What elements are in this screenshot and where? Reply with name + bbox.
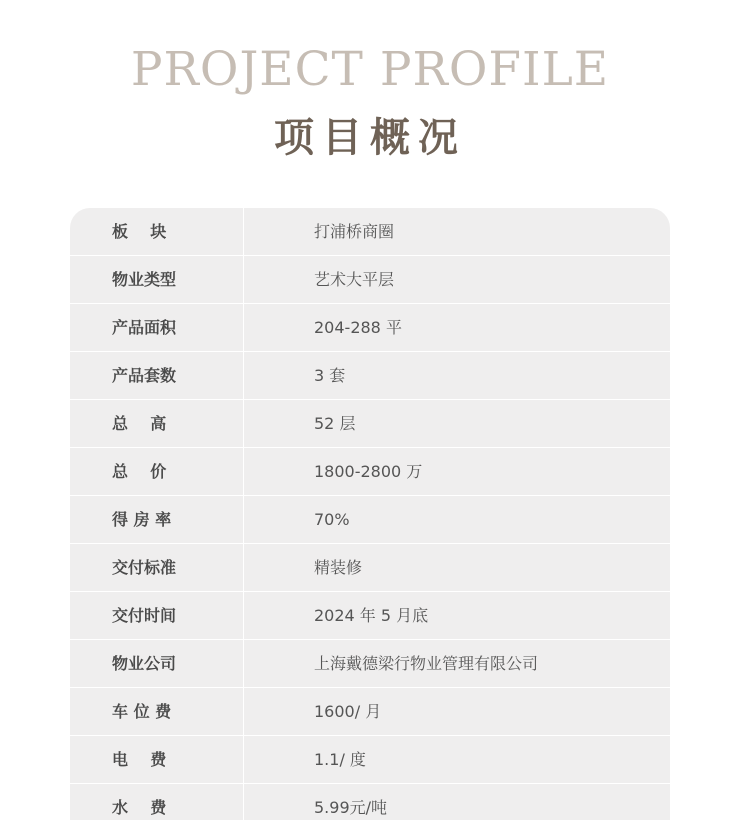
row-label: 产品面积 — [70, 304, 244, 351]
row-value: 打浦桥商圈 — [314, 222, 395, 241]
row-value: 艺术大平层 — [314, 270, 395, 289]
row-value: 204-288 平 — [314, 318, 402, 337]
row-label: 总 高 — [70, 400, 244, 447]
row-value: 3 套 — [314, 366, 346, 385]
row-value: 精装修 — [314, 558, 363, 577]
row-label: 交付时间 — [70, 592, 244, 639]
row-label: 车 位 费 — [70, 688, 244, 735]
row-value: 1600/ 月 — [314, 702, 382, 721]
table-row-water-fee — [70, 784, 670, 820]
row-value: 1.1/ 度 — [314, 750, 366, 769]
table-row-unit-count — [70, 352, 670, 400]
table-row-total-floors — [70, 400, 670, 448]
row-value: 70% — [314, 510, 350, 529]
table-row-delivery-time — [70, 592, 670, 640]
row-label: 交付标准 — [70, 544, 244, 591]
row-label: 物业公司 — [70, 640, 244, 687]
page-title-chinese: 项目概况 — [274, 114, 466, 161]
row-label: 物业类型 — [70, 256, 244, 303]
table-row-district — [70, 208, 670, 256]
table-row-property-type — [70, 256, 670, 304]
row-label: 产品套数 — [70, 352, 244, 399]
table-row-total-price — [70, 448, 670, 496]
row-value: 52 层 — [314, 414, 356, 433]
row-label: 板 块 — [70, 208, 244, 255]
table-row-delivery-standard — [70, 544, 670, 592]
row-label: 得 房 率 — [70, 496, 244, 543]
row-label: 电 费 — [70, 736, 244, 783]
row-value: 2024 年 5 月底 — [314, 606, 429, 625]
table-row-property-company — [70, 640, 670, 688]
table-row-usable-ratio — [70, 496, 670, 544]
row-label: 总 价 — [70, 448, 244, 495]
project-profile-table — [70, 208, 670, 820]
table-row-product-area — [70, 304, 670, 352]
page-title-english: PROJECT PROFILE — [130, 42, 610, 97]
row-value: 1800-2800 万 — [314, 462, 423, 481]
table-row-electricity-fee — [70, 736, 670, 784]
row-label: 水 费 — [70, 784, 244, 820]
row-value: 5.99元/吨 — [314, 798, 388, 817]
row-value: 上海戴德梁行物业管理有限公司 — [314, 654, 539, 673]
table-row-parking-fee — [70, 688, 670, 736]
